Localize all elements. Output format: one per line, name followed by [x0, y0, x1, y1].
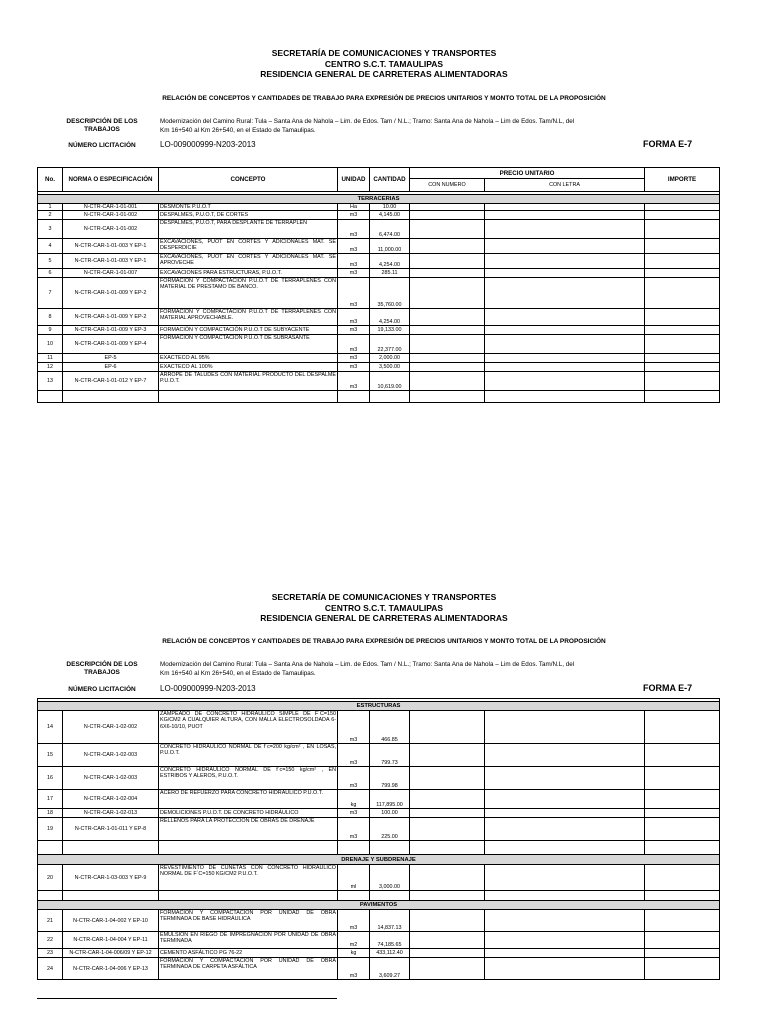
cell-cantidad: 6,474.00 [370, 220, 410, 239]
cell-concepto: ACERO DE REFUERZO PARA CONCRETO HIDRÁULICO P.U.O.T. [159, 790, 338, 809]
desc-text: Modernización del Camino Rural: Tula – Santa Ana de Nahola – Lim. de Edos. Tam / N.L.; Tramo: Santa Ana de Nahola – Lim de Edos. Tam/N.L, del Km 16+540 al Km 26+540, en el Estado de Tamaulipas. [160, 118, 575, 134]
cell-cantidad: 799.73 [370, 744, 410, 767]
cell-precio-letra [485, 958, 645, 980]
cell-no: 9 [38, 326, 63, 335]
cell-norma: N-CTR-CAR-1-01-003 Y EP-1 [63, 254, 159, 269]
forma-label: FORMA E-7 [643, 139, 693, 149]
table-row [38, 790, 720, 809]
cell-norma: N-CTR-CAR-1-01-002 [63, 220, 159, 239]
desc-label: DESCRIPCIÓN DE LOS TRABAJOS [66, 118, 138, 133]
cell-cantidad: 4,145.00 [370, 211, 410, 220]
cell-norma: N-CTR-CAR-1-01-002 [63, 211, 159, 220]
cell-precio-letra [485, 809, 645, 818]
cell-concepto: REVESTIMIENTO DE CUNETAS CON CONCRETO HIDRÁULICO NORMAL DE F´C=150 KG/CM2 P.U.O.T. [159, 865, 338, 891]
cell-no: 2 [38, 211, 63, 220]
table-row [38, 932, 720, 949]
cell-no: 1 [38, 204, 63, 211]
cell-importe [645, 711, 720, 744]
cell-unidad: m3 [338, 211, 370, 220]
cell-precio-letra [485, 711, 645, 744]
cell-cantidad: 10.00 [370, 204, 410, 211]
cell-concepto: DESMONTE P.U.O.T [159, 204, 338, 211]
col-con-letra: CON LETRA [485, 179, 645, 192]
cell-precio-letra [485, 818, 645, 841]
cell-concepto: EXACTECO AL 95% [159, 354, 338, 363]
cell-importe [645, 865, 720, 891]
cell-concepto: FORMACIÓN Y COMPACTACIÓN POR UNIDAD DE OBRA TERMINADA DE BASE HIDRÁULICA [159, 910, 338, 932]
table-row [38, 865, 720, 891]
cell-norma: N-CTR-CAR-1-01-011 Y EP-8 [63, 818, 159, 841]
cell-precio-numero [410, 818, 485, 841]
cell-unidad: m3 [338, 910, 370, 932]
cell-cantidad: 74,185.65 [370, 932, 410, 949]
cell-cantidad: 117,895.00 [370, 790, 410, 809]
cell-unidad: m3 [338, 354, 370, 363]
cell-unidad: m3 [338, 711, 370, 744]
table-row [38, 744, 720, 767]
cell-precio-letra [485, 932, 645, 949]
cell-unidad: m2 [338, 932, 370, 949]
cell-concepto: RELLENOS PARA LA PROTECCIÓN DE OBRAS DE DRENAJE [159, 818, 338, 841]
cell-unidad: m3 [338, 958, 370, 980]
cell-cantidad: 19,133.00 [370, 326, 410, 335]
cell-precio-numero [410, 744, 485, 767]
cell-precio-numero [410, 809, 485, 818]
cell-cantidad: 225.00 [370, 818, 410, 841]
cell-concepto: DEMOLICIONES P.U.O.T. DE CONCRETO HIDRÁULICO [159, 809, 338, 818]
header-secretaria: SECRETARÍA DE COMUNICACIONES Y TRANSPORTES [271, 592, 497, 602]
cell-unidad: m3 [338, 269, 370, 278]
cell-concepto: FORMACIÓN Y COMPACTACIÓN P.U.O.T DE SUBYACENTE [159, 326, 338, 335]
cell-no: 19 [38, 818, 63, 841]
header-residencia: RESIDENCIA GENERAL DE CARRETERAS ALIMENTADORAS [260, 613, 508, 623]
cell-cantidad: 466.85 [370, 711, 410, 744]
cell-precio-numero [410, 767, 485, 790]
cell-unidad: m3 [338, 767, 370, 790]
table-row [38, 767, 720, 790]
table-row [38, 958, 720, 980]
relacion-title: RELACIÓN DE CONCEPTOS Y CANTIDADES DE TRABAJO PARA EXPRESIÓN DE PRECIOS UNITARIOS Y MONTO TOTAL DE LA PROPOSICIÓN [162, 95, 606, 102]
cell-norma: EP-6 [63, 363, 159, 372]
cell-unidad: m3 [338, 220, 370, 239]
cell-concepto: EXACTECO AL 100% [159, 363, 338, 372]
section-drenaje: DRENAJE Y SUBDRENAJE [38, 855, 720, 865]
cell-no: 4 [38, 239, 63, 254]
cell-cantidad: 3,000.00 [370, 865, 410, 891]
cell-concepto: EXCAVACIONES PARA ESTRUCTURAS, P.U.O.T. [159, 269, 338, 278]
cell-unidad: m3 [338, 326, 370, 335]
cell-concepto: CONCRETO HIDRÁULICO NORMAL DE f´c=200 kg/cm² , EN LOSAS, P.U.O.T. [159, 744, 338, 767]
cell-no: 21 [38, 910, 63, 932]
cell-no: 20 [38, 865, 63, 891]
cell-concepto: ARROPE DE TALUDES CON MATERIAL PRODUCTO DEL DESPALME P.U.O.T. [159, 372, 338, 391]
cell-concepto: EXCAVACIONES, PUOT EN CORTES Y ADICIONALES MAT. SE APROVECHE [159, 254, 338, 269]
cell-importe [645, 790, 720, 809]
cell-norma: N-CTR-CAR-1-01-003 Y EP-1 [63, 239, 159, 254]
cell-norma: N-CTR-CAR-1-04-002 Y EP-10 [63, 910, 159, 932]
cell-precio-letra [485, 744, 645, 767]
table-row [38, 809, 720, 818]
cell-no: 23 [38, 949, 63, 958]
cell-no: 16 [38, 767, 63, 790]
cell-concepto: CONCRETO HIDRÁULICO NORMAL DE f´c=150 kg/cm² , EN ESTRIBOS Y ALEROS, P.U.O.T. [159, 767, 338, 790]
cell-norma: N-CTR-CAR-1-01-009 Y EP-3 [63, 326, 159, 335]
cell-unidad: m3 [338, 239, 370, 254]
cell-precio-numero [410, 949, 485, 958]
cell-norma: N-CTR-CAR-1-04-004 Y EP-11 [63, 932, 159, 949]
cell-precio-letra [485, 949, 645, 958]
section-estructuras: ESTRUCTURAS [38, 702, 720, 711]
cell-no: 3 [38, 220, 63, 239]
col-cantidad: CANTIDAD [370, 168, 410, 192]
cell-concepto: FORMACIÓN Y COMPACTACIÓN POR UNIDAD DE OBRA TERMINADA DE CARPETA ASFÁLTICA [159, 958, 338, 980]
header-centro: CENTRO S.C.T. TAMAULIPAS [324, 58, 444, 69]
cell-unidad: m3 [338, 818, 370, 841]
cell-norma: N-CTR-CAR-1-01-007 [63, 269, 159, 278]
col-concepto: CONCEPTO [159, 168, 338, 192]
cell-concepto: EXCAVACIONES, PUOT EN CORTES Y ADICIONALES MAT. SE DESPERDICIE [159, 239, 338, 254]
cell-no: 10 [38, 335, 63, 354]
table-row [38, 711, 720, 744]
cell-no: 8 [38, 309, 63, 326]
cell-unidad: m3 [338, 278, 370, 309]
cell-unidad: Ha [338, 204, 370, 211]
cell-concepto: EMULSIÓN EN RIEGO DE IMPREGNACIÓN POR UNIDAD DE OBRA TERMINADA [159, 932, 338, 949]
cell-precio-numero [410, 711, 485, 744]
cell-unidad: kg [338, 949, 370, 958]
cell-norma: N-CTR-CAR-1-04-006/09 Y EP-12 [63, 949, 159, 958]
col-no: No. [38, 168, 63, 192]
cell-concepto: ZAMPEADO DE CONCRETO HIDRAULICO SIMPLE DE F´C=150 KG/CM2 A CUALQUIER ALTURA, CON MALLA ELECTROSOLDADA 6-6X6-10/10, PUOT [159, 711, 338, 744]
cell-no: 11 [38, 354, 63, 363]
cell-norma: N-CTR-CAR-1-02-002 [63, 711, 159, 744]
cell-cantidad: 4,254.00 [370, 309, 410, 326]
cell-unidad: m3 [338, 254, 370, 269]
cell-concepto: FORMACIÓN Y COMPACTACIÓN P.U.O.T DE SUBRASANTE [159, 335, 338, 354]
cell-importe [645, 932, 720, 949]
cell-unidad: m3 [338, 809, 370, 818]
cell-norma: N-CTR-CAR-1-03-003 Y EP-9 [63, 865, 159, 891]
cell-precio-letra [485, 790, 645, 809]
num-licitacion-value: LO-009000999-N203-2013 [160, 684, 256, 693]
cell-precio-numero [410, 910, 485, 932]
header-block-2 [0, 592, 768, 624]
cell-importe [645, 809, 720, 818]
cell-precio-numero [410, 865, 485, 891]
cell-norma: EP-5 [63, 354, 159, 363]
cell-norma: N-CTR-CAR-1-01-009 Y EP-2 [63, 278, 159, 309]
cell-norma: N-CTR-CAR-1-02-003 [63, 744, 159, 767]
cell-no: 24 [38, 958, 63, 980]
table-row [38, 818, 720, 841]
col-importe: IMPORTE [645, 168, 720, 192]
cell-precio-letra [485, 865, 645, 891]
cell-no: 14 [38, 711, 63, 744]
col-precio-unitario: PRECIO UNITARIO [410, 168, 645, 179]
header-centro: CENTRO S.C.T. TAMAULIPAS [324, 602, 444, 613]
cell-importe [645, 910, 720, 932]
cell-cantidad: 799.98 [370, 767, 410, 790]
cell-unidad: m3 [338, 744, 370, 767]
cell-norma: N-CTR-CAR-1-02-004 [63, 790, 159, 809]
table-row [38, 910, 720, 932]
cell-norma: N-CTR-CAR-1-04-006 Y EP-13 [63, 958, 159, 980]
num-licitacion-value: LO-009000999-N203-2013 [160, 140, 256, 149]
cell-cantidad: 10,619.00 [370, 372, 410, 391]
cell-cantidad: 100.00 [370, 809, 410, 818]
col-unidad: UNIDAD [338, 168, 370, 192]
relacion-title: RELACIÓN DE CONCEPTOS Y CANTIDADES DE TRABAJO PARA EXPRESIÓN DE PRECIOS UNITARIOS Y MONTO TOTAL DE LA PROPOSICIÓN [162, 638, 606, 645]
cell-norma: N-CTR-CAR-1-01-009 Y EP-4 [63, 335, 159, 354]
section-pavimentos: PAVIMENTOS [38, 901, 720, 910]
cell-precio-letra [485, 767, 645, 790]
cell-unidad: ml [338, 865, 370, 891]
num-licitacion-label: NÚMERO LICITACIÓN [68, 142, 136, 149]
cell-concepto: FORMACIÓN Y COMPACTACIÓN P.U.O.T DE TERRAPLENES CON MATERIAL APROVECHABLE. [159, 309, 338, 326]
cell-unidad: m3 [338, 372, 370, 391]
cell-precio-numero [410, 932, 485, 949]
cell-precio-numero [410, 958, 485, 980]
cell-no: 18 [38, 809, 63, 818]
header-residencia: RESIDENCIA GENERAL DE CARRETERAS ALIMENTADORAS [260, 69, 508, 79]
cell-unidad: kg [338, 790, 370, 809]
cell-no: 13 [38, 372, 63, 391]
cell-precio-numero [410, 790, 485, 809]
cell-importe [645, 949, 720, 958]
cell-no: 17 [38, 790, 63, 809]
cell-cantidad: 3,609.27 [370, 958, 410, 980]
cell-importe [645, 818, 720, 841]
cell-precio-letra [485, 910, 645, 932]
cell-cantidad: 3,500.00 [370, 363, 410, 372]
section-terracerias: TERRACERIAS [38, 195, 720, 204]
cell-concepto: FORMACIÓN Y COMPACTACIÓN P.U.O.T DE TERRAPLENES CON MATERIAL DE PRESTAMO DE BANCO. [159, 278, 338, 309]
cell-concepto: CEMENTO ASFÁLTICO PG 76-22 [159, 949, 338, 958]
cell-no: 6 [38, 269, 63, 278]
cell-cantidad: 433,112.40 [370, 949, 410, 958]
table-row [38, 949, 720, 958]
cell-cantidad: 35,760.00 [370, 278, 410, 309]
cell-cantidad: 14,837.13 [370, 910, 410, 932]
table-page-2 [37, 698, 720, 980]
footer-line [37, 998, 337, 999]
cell-no: 7 [38, 278, 63, 309]
cell-norma: N-CTR-CAR-1-02-003 [63, 767, 159, 790]
num-licitacion-label: NÚMERO LICITACIÓN [68, 686, 136, 693]
cell-cantidad: 11,000.00 [370, 239, 410, 254]
cell-no: 15 [38, 744, 63, 767]
cell-unidad: m3 [338, 335, 370, 354]
col-norma: NORMA O ESPECIFICACIÓN [63, 168, 159, 192]
cell-unidad: m3 [338, 309, 370, 326]
cell-no: 5 [38, 254, 63, 269]
cell-norma: N-CTR-CAR-1-01-001 [63, 204, 159, 211]
cell-importe [645, 744, 720, 767]
cell-norma: N-CTR-CAR-1-02-013 [63, 809, 159, 818]
cell-importe [645, 958, 720, 980]
cell-cantidad: 285.11 [370, 269, 410, 278]
cell-cantidad: 22,377.00 [370, 335, 410, 354]
col-con-numero: CON NUMERO [410, 179, 485, 192]
header-secretaria: SECRETARÍA DE COMUNICACIONES Y TRANSPORTES [271, 48, 497, 58]
cell-cantidad: 4,254.00 [370, 254, 410, 269]
cell-norma: N-CTR-CAR-1-01-009 Y EP-2 [63, 309, 159, 326]
cell-no: 22 [38, 932, 63, 949]
cell-unidad: m3 [338, 363, 370, 372]
cell-norma: N-CTR-CAR-1-01-012 Y EP-7 [63, 372, 159, 391]
desc-label: DESCRIPCIÓN DE LOS TRABAJOS [66, 661, 138, 676]
cell-concepto: DESPALMES, P.U.O.T, PARA DESPLANTE DE TERRAPLEN [159, 220, 338, 239]
cell-concepto: DESPALMES, P.U.O.T, DE CORTES [159, 211, 338, 220]
cell-cantidad: 2,000.00 [370, 354, 410, 363]
desc-text: Modernización del Camino Rural: Tula – Santa Ana de Nahola – Lim. de Edos. Tam / N.L.; Tramo: Santa Ana de Nahola – Lim de Edos. Tam/N.L, del Km 16+540 al Km 26+540, en el Estado de Tamaulipas. [160, 661, 575, 677]
forma-label: FORMA E-7 [643, 683, 693, 693]
cell-importe [645, 767, 720, 790]
cell-no: 12 [38, 363, 63, 372]
